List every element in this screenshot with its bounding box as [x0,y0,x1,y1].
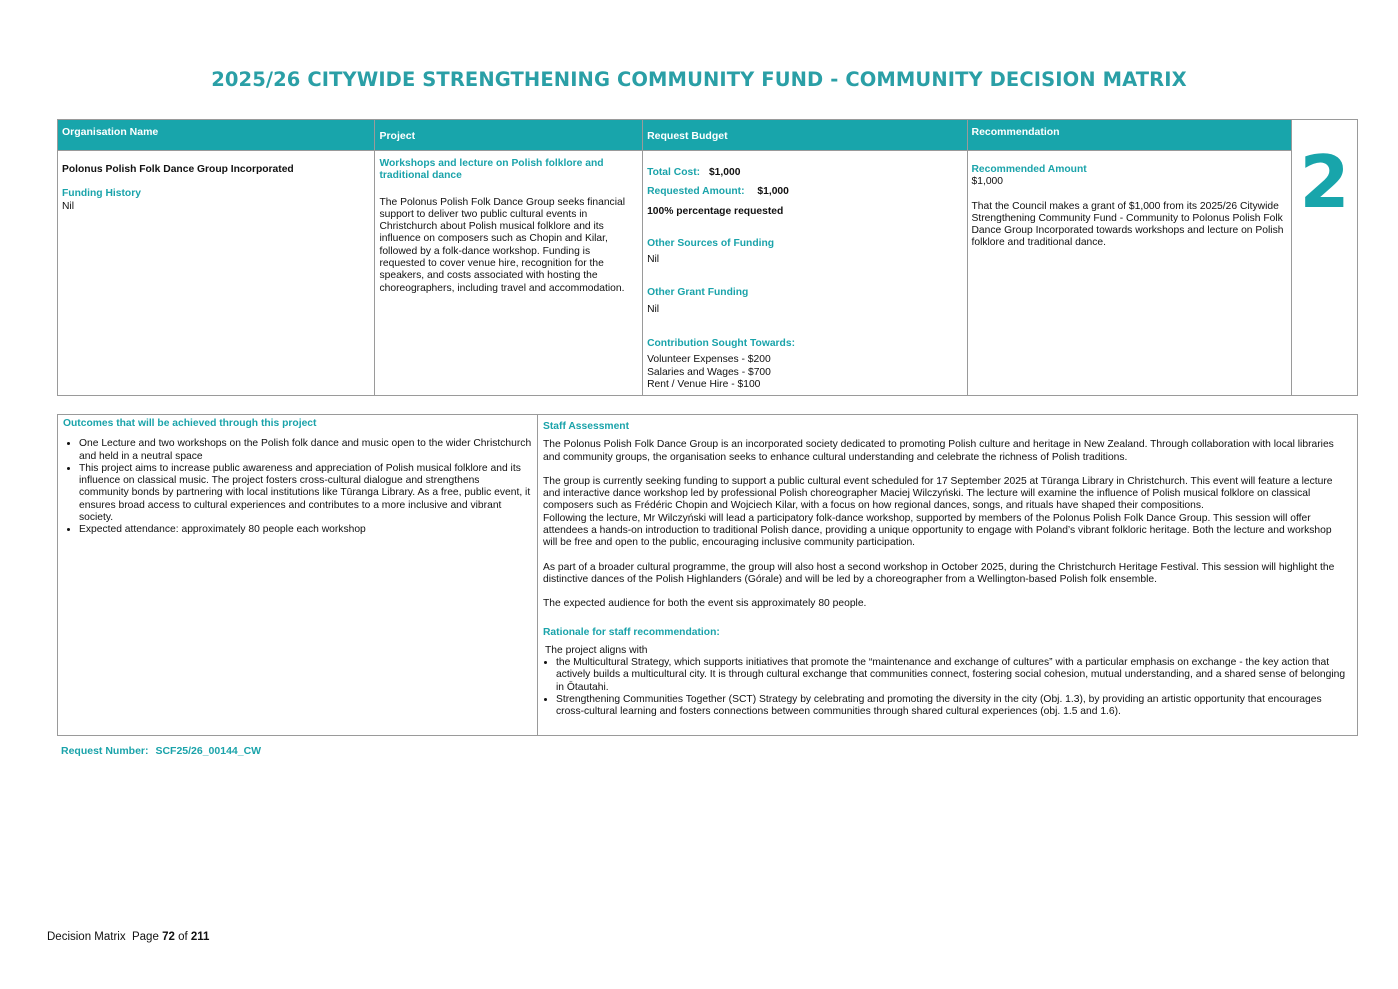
staff-assessment-cell [538,415,1358,736]
budget-cell [643,151,967,396]
outcomes-cell [58,415,538,736]
document-title: 2025/26 CITYWIDE STRENGTHENING COMMUNITY FUND - COMMUNITY DECISION MATRIX [211,68,1187,91]
header-row [58,120,1358,151]
priority-cell [1292,120,1358,396]
decision-matrix-table [57,119,1358,396]
other-grant-label: Other Grant Funding [647,287,749,299]
assessment-table [57,414,1358,736]
page-footer [47,931,209,943]
request-number-value: SCF25/26_00144_CW [155,745,262,757]
other-grant-value: Nil [647,303,660,315]
org-name: Polonus Polish Folk Dance Group Incorporated [62,164,294,175]
request-number [61,745,261,757]
outcomes-list [63,438,532,536]
funding-history-value: Nil [62,200,75,212]
rationale-item: • the Multicultural Strategy, which supports initiatives that promote the “maintenance and exchange of cultures” with a particular emphasis on exchange - the key action that actively builds a multicultural city. It is through cultural exchange that communities connect, fostering social cohesion, mutual understanding, and a shared sense of belonging in Ōtautahi. [556,657,1346,694]
staff-paragraph: The Polonus Polish Folk Dance Group is an incorporated society dedicated to promoting Polish culture and heritage in New Zealand. Through collaboration with local libraries and community groups, the organisation seeks to enhance cultural understanding and celebrate the richness of Polish traditions. [543,439,1334,463]
page-prefix: Decision Matrix Page [47,931,159,943]
other-sources-label: Other Sources of Funding [647,237,775,249]
outcome-item: • This project aims to increase public awareness and appreciation of Polish musical folklore and its influence on classical music. The project fosters cross-cultural dialogue and strengthens community bonds by partnering with local institutions like Tūranga Library. As a free, public event, it ensures broad access to cultural experiences and contributes to a more inclusive and vibrant society. [79,463,532,524]
recommendation-cell [967,151,1292,396]
page-total: 211 [190,931,210,943]
rationale-intro: The project aligns with [545,644,648,656]
header-budget: Request Budget [643,120,967,151]
project-description: The Polonus Polish Folk Dance Group seeks financial support to deliver two public cultural events in Christchurch about Polish musical folklore and its influence on composers such as Chopin and Kilar, followed by a folk-dance workshop. Funding is requested to cover venue hire, recognition for the speakers, and costs associated with hosting the choreographers, including travel and accommodation. [379,196,626,294]
recommendation-text: That the Council makes a grant of $1,000 from its 2025/26 Citywide Strengthening Community Fund - Community to Polonus Polish Folk Dance Group Incorporated towards workshops and lecture on Polish folklore and traditional dance. [971,200,1284,249]
total-cost-value: $1,000 [708,167,741,178]
staff-assessment-heading: Staff Assessment [543,421,630,432]
rationale-list [543,657,1346,718]
contribution-item: Salaries and Wages - $700 [647,366,771,378]
requested-amount-label: Requested Amount: [647,186,745,198]
org-cell [58,151,375,396]
rationale-item: • Strengthening Communities Together (SCT) Strategy by celebrating and promoting the diversity in the city (Obj. 1.3), by providing an artistic opportunity that encourages cross-cultural learning and fosters connections between communities through shared cultural experiences (obj. 1.5 and 1.6). [556,694,1346,719]
staff-paragraph: As part of a broader cultural programme, the group will also host a second workshop in October 2025, during the Christchurch Heritage Festival. This session will highlight the distinctive dances of the Polish Highlanders (Górale) and will be led by a choreographer from a Wellington-based Polish folk ensemble. [543,561,1335,585]
contribution-list [647,354,962,391]
contribution-item: Volunteer Expenses - $200 [647,354,771,366]
project-title: Workshops and lecture on Polish folklore and traditional dance [379,158,604,182]
page-current: 72 [162,931,175,943]
percentage-requested: 100% percentage requested [647,205,784,217]
staff-paragraph: The expected audience for both the event sis approximately 80 people. [543,598,867,610]
request-number-label: Request Number: [61,745,149,757]
outcome-item: • One Lecture and two workshops on the Polish folk dance and music open to the wider Christchurch and held in a neutral space [79,438,532,463]
recommended-amount-label: Recommended Amount [971,164,1087,175]
priority-number: 2 [1299,140,1350,224]
rationale-heading: Rationale for staff recommendation: [543,626,720,638]
outcomes-heading: Outcomes that will be achieved through this project [63,418,317,429]
total-cost-label: Total Cost: [647,167,701,178]
contribution-label: Contribution Sought Towards: [647,338,796,350]
recommended-amount-value: $1,000 [971,176,1003,188]
staff-paragraph: The group is currently seeking funding to support a public cultural event scheduled for 17 September 2025 at Tūranga Library in Christchurch. This event will feature a lecture and interactive dance workshop led by professional Polish choreographer Maciej Wilczyński. The lecture will examine the influence of Polish musical folklore on classical composers such as Frédéric Chopin and Wojciech Kilar, with a focus on how regional dances, songs, and rituals have shaped their compositions. [543,475,1333,512]
header-org: Organisation Name [58,120,375,151]
requested-amount-value: $1,000 [757,186,789,198]
body-row [58,151,1358,396]
project-cell [375,151,643,396]
other-sources-value: Nil [647,254,660,266]
outcome-item: • Expected attendance: approximately 80 people each workshop [79,524,532,536]
header-project: Project [375,120,643,151]
page-of: of [178,931,188,943]
funding-history-label: Funding History [62,188,141,200]
contribution-item: Rent / Venue Hire - $100 [647,378,761,390]
staff-paragraph: Following the lecture, Mr Wilczyński will lead a participatory folk-dance workshop, supported by members of the Polonus Polish Folk Dance Group. This session will offer attendees a hands-on introduction to traditional Polish dance, providing a unique opportunity to engage with Poland’s vibrant folkloric heritage. Both the lecture and workshop will be free and open to the public, encouraging inclusive community participation. [543,512,1332,549]
header-recommendation: Recommendation [967,120,1292,151]
